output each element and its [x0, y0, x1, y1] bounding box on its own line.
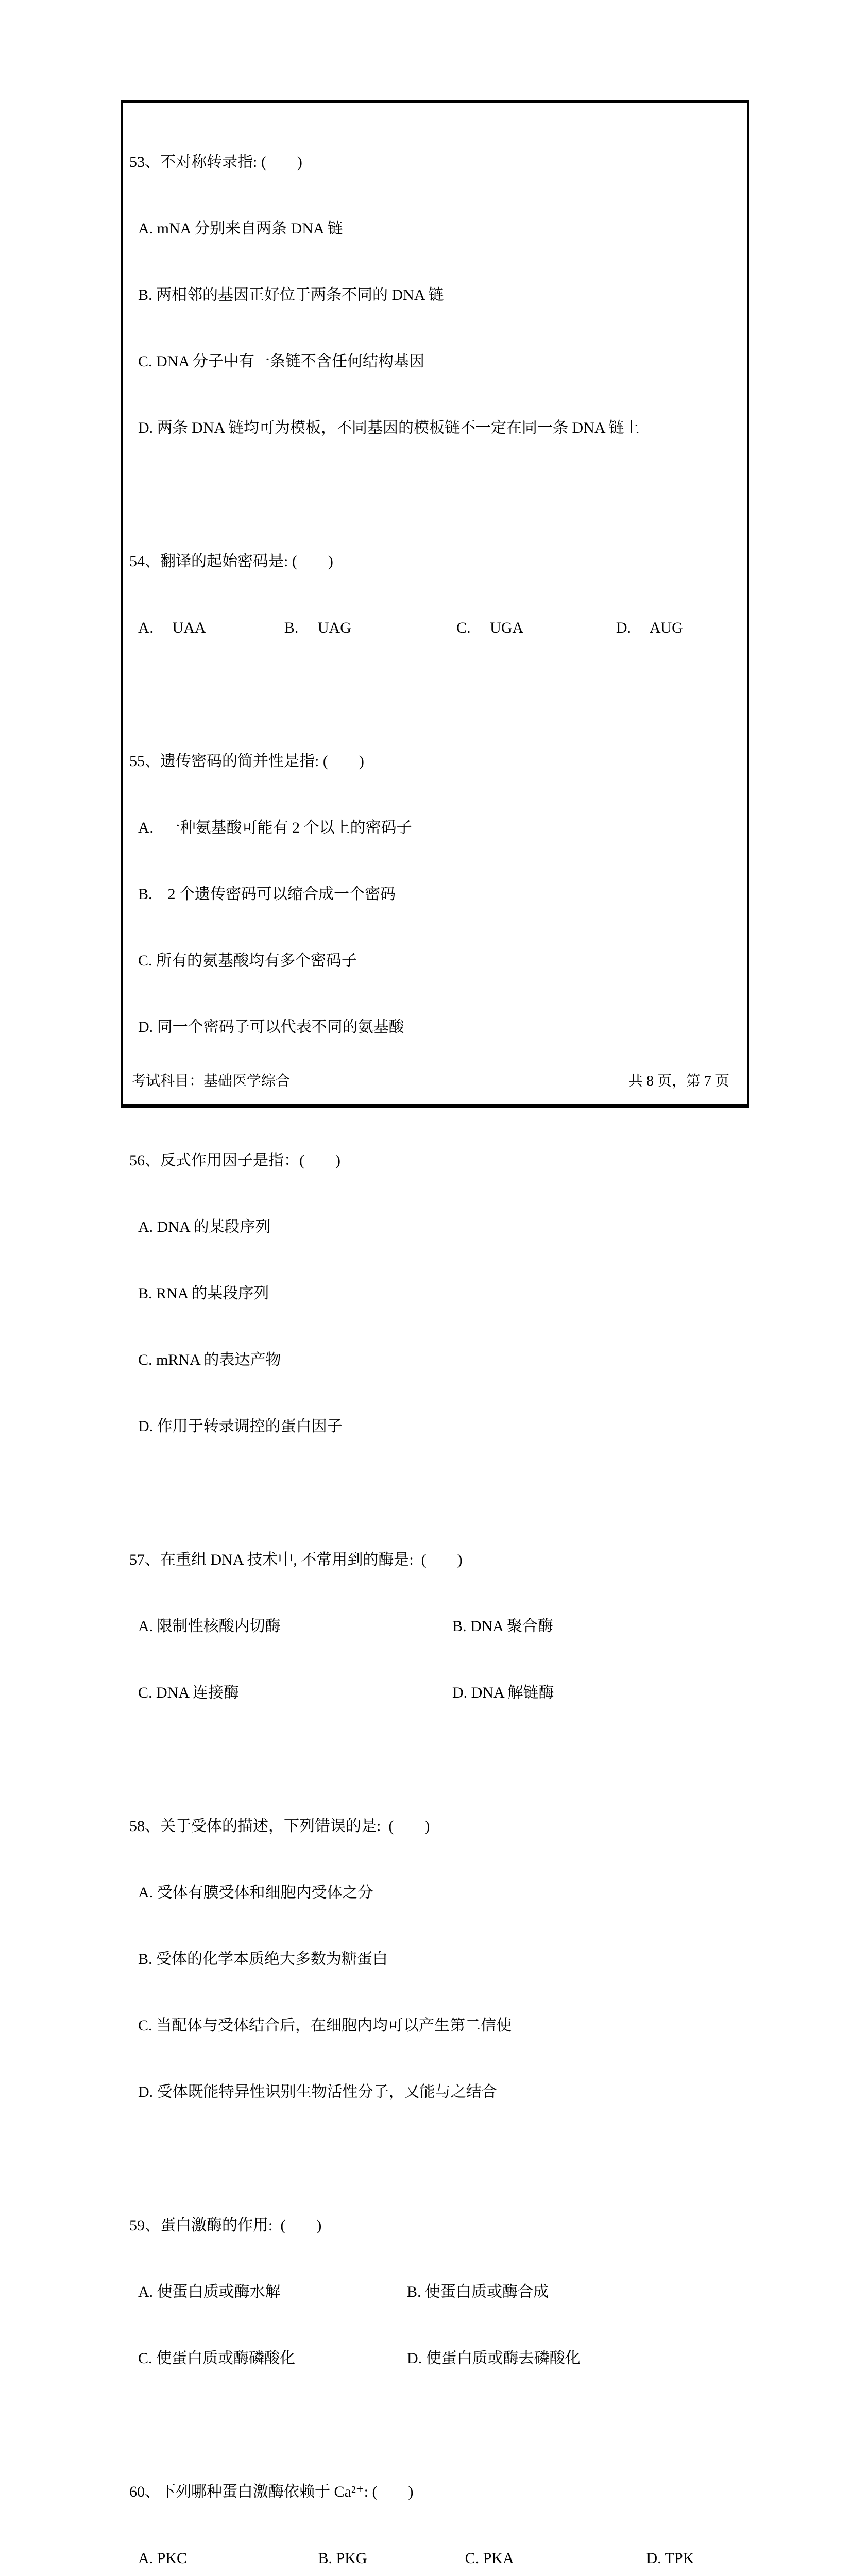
question-57-option-a: A. 限制性核酸内切酶 [138, 1618, 281, 1635]
question-59-option-d: D. 使蛋白质或酶去磷酸化 [406, 2350, 581, 2367]
question-58-option-d: D. 受体既能特异性识别生物活性分子，又能与之结合 [138, 2083, 497, 2100]
question-60-option-b: B. PKG [318, 2550, 367, 2567]
question-57-option-c: C. DNA 连接酶 [138, 1684, 239, 1701]
question-54-options-row [129, 617, 742, 639]
question-55-option-c: C. 所有的氨基酸均有多个密码子 [138, 952, 357, 969]
question-56-option-c: C. mRNA 的表达产物 [138, 1351, 281, 1368]
question-59-option-b: B. 使蛋白质或酶合成 [406, 2283, 549, 2300]
question-60-option-a: A. PKC [138, 2550, 188, 2567]
question-57-option-b: B. DNA 聚合酶 [452, 1618, 553, 1635]
question-53-option-c: C. DNA 分子中有一条链不含任何结构基因 [138, 353, 424, 370]
footer-exam-subject: 考试科目：基础医学综合 [131, 1073, 291, 1089]
question-57-options-row-1 [129, 1615, 742, 1637]
question-55-stem: 55、遗传密码的简并性是指: ( ) [129, 753, 364, 770]
question-58-option-c: C. 当配体与受体结合后，在细胞内均可以产生第二信使 [138, 2017, 512, 2034]
question-59-option-c: C. 使蛋白质或酶磷酸化 [138, 2350, 296, 2367]
question-54-stem: 54、翻译的起始密码是: ( ) [129, 553, 333, 570]
question-59-stem: 59、蛋白激酶的作用: ( ) [129, 2217, 322, 2234]
question-55 [129, 706, 742, 1082]
question-sheet-border [121, 100, 749, 2567]
question-56 [129, 1105, 742, 1482]
question-56-option-a: A. DNA 的某段序列 [138, 1218, 271, 1235]
question-53 [129, 107, 742, 483]
question-53-stem: 53、不对称转录指: ( ) [129, 154, 302, 171]
question-53-option-d: D. 两条 DNA 链均可为模板，不同基因的模板链不一定在同一条 DNA 链上 [138, 419, 640, 436]
question-54-option-d: D. AUG [616, 619, 683, 636]
page-footer [131, 1070, 729, 1092]
question-54-option-c: C. UGA [456, 619, 524, 636]
question-53-option-a: A. mNA 分别来自两条 DNA 链 [138, 220, 343, 237]
question-54-option-b: B. UAG [284, 619, 351, 636]
question-56-stem: 56、反式作用因子是指：( ) [129, 1152, 340, 1169]
question-56-option-d: D. 作用于转录调控的蛋白因子 [138, 1418, 343, 1435]
question-54-option-a: A． UAA [138, 619, 206, 636]
question-60-option-d: D. TPK [646, 2550, 694, 2567]
question-58-option-b: B. 受体的化学本质绝大多数为糖蛋白 [138, 1951, 388, 1968]
question-57-options-row-2 [129, 1682, 742, 1704]
question-57-option-d: D. DNA 解链酶 [452, 1684, 554, 1701]
question-55-option-d: D. 同一个密码子可以代表不同的氨基酸 [138, 1019, 404, 1036]
question-60 [129, 2436, 742, 2576]
questions-area [123, 103, 747, 2576]
question-56-option-b: B. RNA 的某段序列 [138, 1285, 269, 1302]
question-53-option-b: B. 两相邻的基因正好位于两条不同的 DNA 链 [138, 286, 444, 303]
footer-page-number: 共 8 页，第 7 页 [628, 1073, 729, 1089]
question-55-option-b: B. 2 个遗传密码可以缩合成一个密码 [138, 886, 396, 903]
question-58-stem: 58、关于受体的描述，下列错误的是: ( ) [129, 1818, 430, 1835]
question-58 [129, 1771, 742, 2147]
question-57-stem: 57、在重组 DNA 技术中, 不常用到的酶是: ( ) [129, 1551, 463, 1568]
question-59 [129, 2170, 742, 2414]
question-60-option-c: C. PKA [465, 2550, 514, 2567]
question-59-options-row-1 [129, 2281, 742, 2303]
question-59-options-row-2 [129, 2347, 742, 2369]
question-60-stem: 60、下列哪种蛋白激酶依赖于 Ca²⁺: ( ) [129, 2483, 414, 2500]
question-58-option-a: A. 受体有膜受体和细胞内受体之分 [138, 1884, 373, 1901]
question-57 [129, 1504, 742, 1748]
question-54 [129, 506, 742, 683]
question-55-option-a: A．一种氨基酸可能有 2 个以上的密码子 [138, 819, 412, 836]
question-59-option-a: A. 使蛋白质或酶水解 [138, 2283, 281, 2300]
question-60-options-row [129, 2547, 742, 2569]
